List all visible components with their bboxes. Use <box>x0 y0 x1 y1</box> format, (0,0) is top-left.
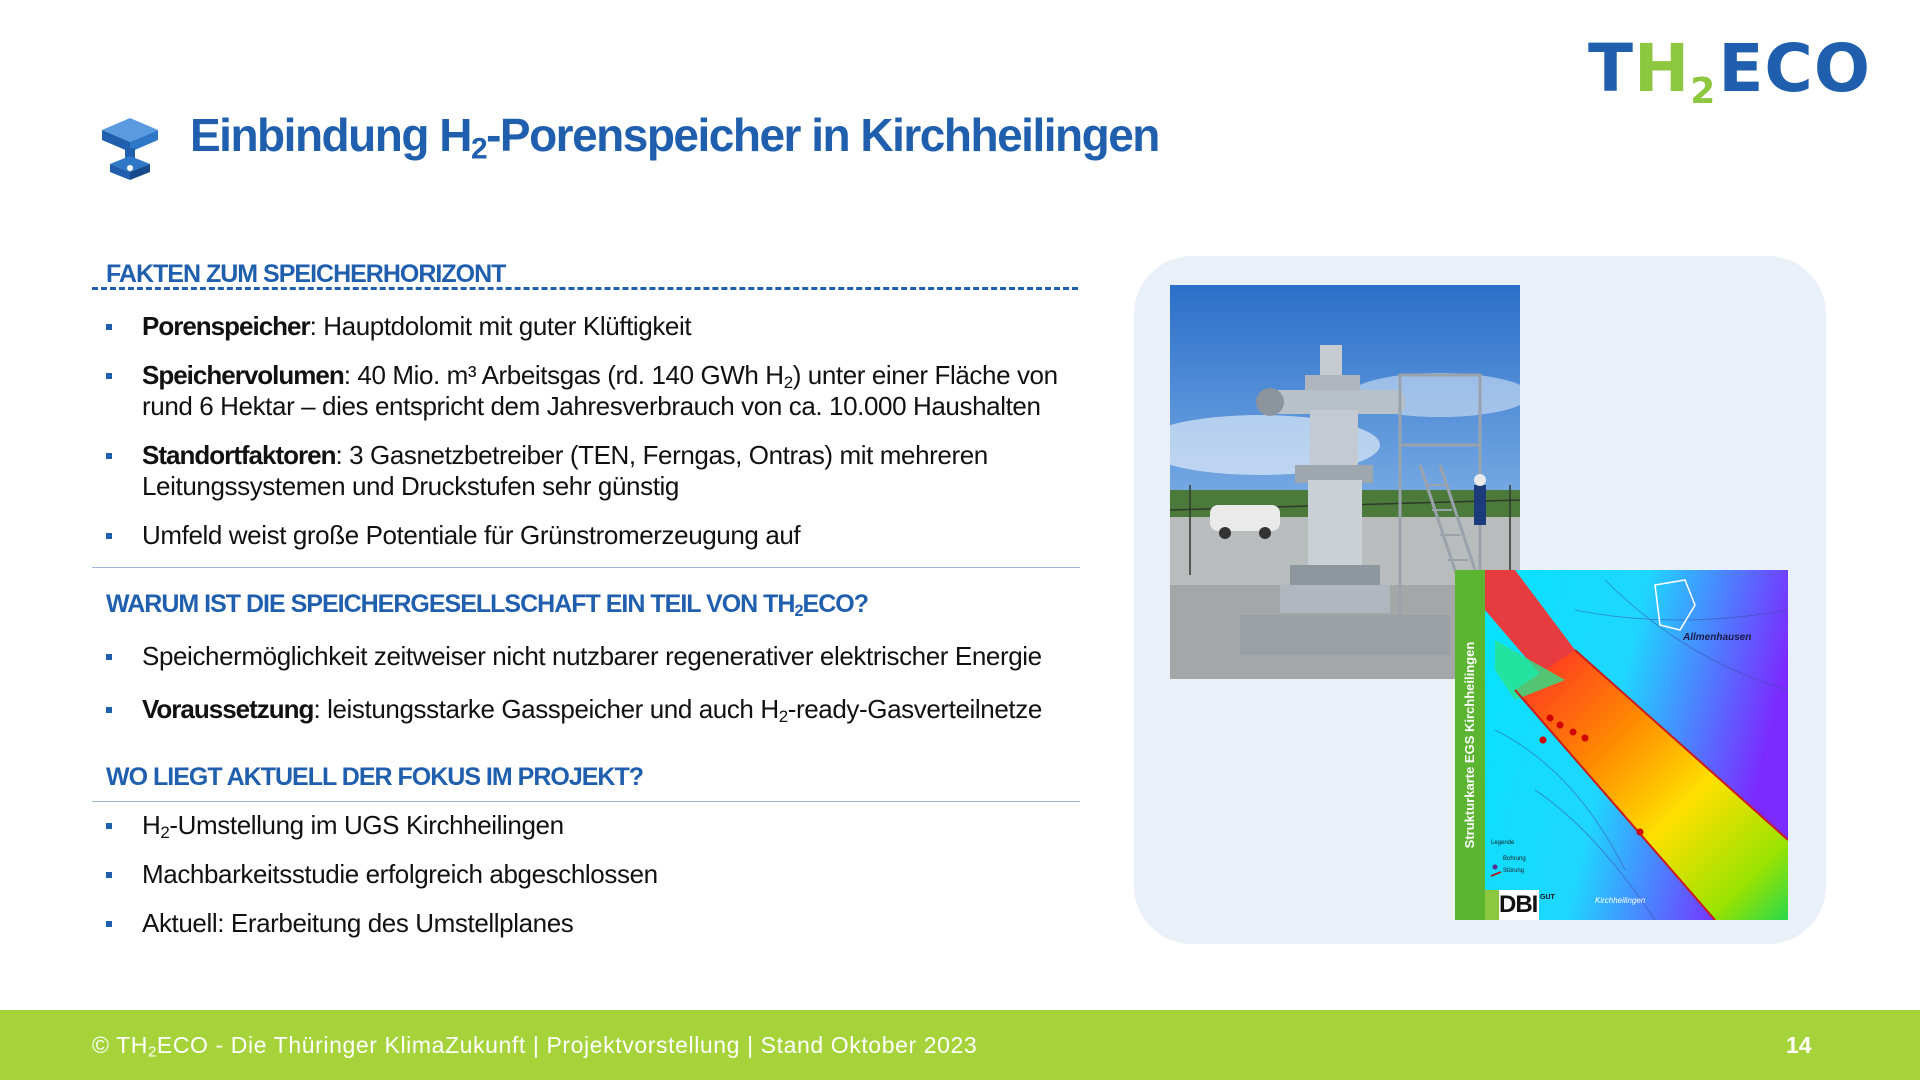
structure-map <box>1455 570 1788 920</box>
logo-eco: ECO <box>1718 30 1871 107</box>
list-item: Standortfaktoren: 3 Gasnetzbetreiber (TEN, Ferngas, Ontras) mit mehreren Leitungssystemen und Druckstufen sehr günstig <box>106 440 1106 502</box>
section-heading-facts: FAKTEN ZUM SPEICHERHORIZONT <box>106 260 506 288</box>
list-item: Porenspeicher: Hauptdolomit mit guter Klüftigkeit <box>106 311 1106 342</box>
dbi-logo: DBI <box>1499 891 1538 918</box>
map-side-title: Strukturkarte EGS Kirchheilingen <box>1462 641 1477 849</box>
section-divider <box>92 567 1080 568</box>
section-heading-focus: WO LIEGT AKTUELL DER FOKUS IM PROJEKT? <box>106 763 643 791</box>
logo-letter-t: T <box>1588 30 1635 107</box>
list-item: $H_2$-Umstellung im UGS Kirchheilingen <box>106 810 1106 841</box>
logo-letter-h: H <box>1634 30 1691 107</box>
list-item: Speichermöglichkeit zeitweiser nicht nutzbarer regenerativer elektrischer Energie <box>106 641 1126 672</box>
map-town-kirchheilingen: Kirchheilingen <box>1595 896 1646 905</box>
list-item: Voraussetzung: leistungsstarke Gasspeicher und auch $H_2-ready$-Gasverteilnetze <box>106 694 1126 725</box>
section-divider <box>92 801 1080 802</box>
map-legend-stoerung: Störung <box>1503 868 1525 874</box>
map-town-allmenhausen: Allmenhausen <box>1683 632 1752 643</box>
list-item: Machbarkeitsstudie erfolgreich abgeschlossen <box>106 859 1106 890</box>
footer-text: © $TH_2ECO$ - Die Thüringer KlimaZukunft | Projektvorstellung | Stand Oktober 2023 <box>92 1032 978 1061</box>
focus-list <box>106 810 1106 939</box>
section-divider-dashed <box>92 287 1078 290</box>
th2eco-logo <box>1588 30 1871 112</box>
list-item: Umfeld weist große Potentiale für Grünstromerzeugung auf <box>106 520 1106 551</box>
storage-wellhead-icon <box>94 112 166 184</box>
section-heading-why: WARUM IST DIE SPEICHERGESELLSCHAFT EIN TEIL VON $TH_2ECO$? <box>106 590 868 621</box>
list-item: Aktuell: Erarbeitung des Umstellplanes <box>106 908 1106 939</box>
map-legend-bohrung: Bohrung <box>1503 856 1526 862</box>
dbi-logo-small: GUT <box>1540 894 1555 901</box>
page-title: Einbindung $H_2$-Porenspeicher in Kirchheilingen <box>190 109 1159 166</box>
why-list <box>106 641 1126 725</box>
list-item: Speichervolumen: 40 Mio. m³ Arbeitsgas (rd. 140 GWh $H_2$) unter einer Fläche von rund 6 Hektar – dies entspricht dem Jahresverbrauch von ca. 10.000 Haushalten <box>106 360 1106 422</box>
page-number: 14 <box>1786 1032 1812 1058</box>
facts-list <box>106 311 1106 551</box>
map-legend-title: Legende <box>1491 840 1515 846</box>
logo-subscript-2: 2 <box>1690 71 1717 112</box>
